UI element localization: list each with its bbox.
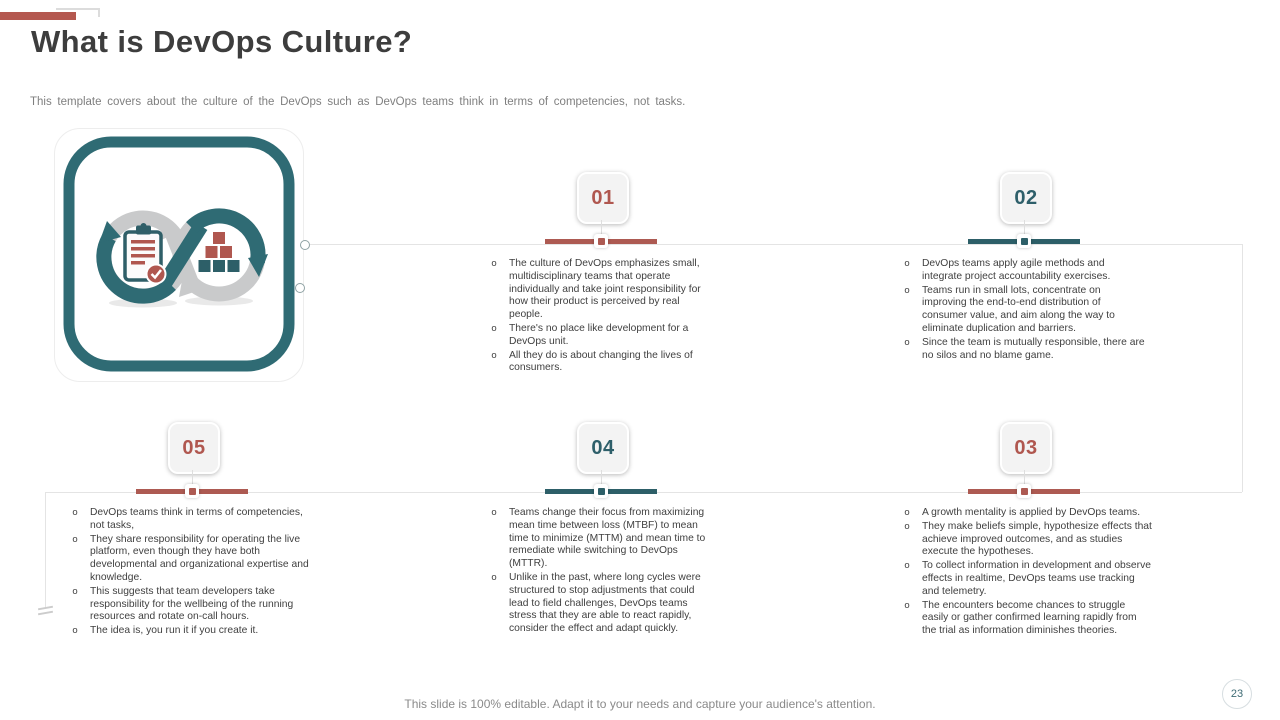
section-05-marker: [185, 484, 199, 498]
bullet-text: This suggests that team developers take responsibility for the wellbeing of the running resources and rotate on-call hours.: [90, 585, 294, 623]
bullet-text: All they do is about changing the lives of consumers.: [509, 349, 693, 374]
bullet-marker: o: [72, 507, 78, 518]
section-02-bullets: [902, 258, 1147, 363]
bullet-marker: o: [904, 507, 910, 518]
bullet-text: There's no place like development for a DevOps unit.: [509, 322, 689, 347]
section-02-number-box[interactable]: [1000, 172, 1052, 224]
bullet-marker: o: [904, 258, 910, 269]
decor-red-bar: [0, 12, 76, 20]
bullet-marker: o: [491, 349, 497, 361]
page-number-badge: [1222, 679, 1252, 709]
page-title: What is DevOps Culture?: [31, 24, 413, 59]
section-01-bullets: [489, 258, 711, 376]
bullet-text: A growth mentality is applied by DevOps teams.: [922, 507, 1141, 518]
bullet-text: Since the team is mutually responsible, there are no silos and no blame game.: [922, 336, 1145, 361]
section-number: 04: [591, 436, 615, 459]
section-number: 02: [1014, 186, 1038, 209]
bullet-marker: o: [904, 560, 910, 572]
section-05-number-box[interactable]: [168, 422, 220, 474]
bullet-marker: o: [72, 533, 78, 545]
bullet-text: DevOps teams think in terms of competencies, not tasks,: [90, 507, 303, 531]
connector-dot-bottom: [295, 283, 305, 293]
bullet-text: The idea is, you run it if you create it.: [90, 625, 259, 637]
section-04-bullets: [489, 507, 711, 637]
bullet-marker: o: [72, 585, 78, 597]
timeline-break-mark: [38, 606, 53, 611]
page-number: 23: [1230, 688, 1244, 700]
timeline-break-mark: [38, 611, 53, 616]
bullet-marker: o: [491, 322, 497, 334]
bullet-text: To collect information in development and observe effects in realtime, DevOps teams use tracking and telemetry.: [922, 560, 1151, 597]
bullet-text: They share responsibility for operating the live platform, even though they have both developmental and organizational expertise and knowledge.: [90, 533, 309, 583]
bullet-text: Teams change their focus from maximizing mean time between loss (MTBF) to mean time to minimize (MTTM) and mean time to remediate while switching to DevOps (MTTR).: [509, 507, 706, 570]
section-number: 05: [182, 436, 206, 459]
section-number: 01: [591, 186, 615, 209]
timeline-line-left: [45, 492, 46, 608]
bullet-marker: o: [904, 336, 910, 348]
timeline-line-top: [310, 244, 1242, 245]
section-number: 03: [1014, 436, 1038, 459]
bullet-text: Teams run in small lots, concentrate on improving the end-to-end distribution of consumer value, and aim along the way to eliminate duplication and barriers.: [922, 284, 1115, 334]
bullet-text: DevOps teams apply agile methods and integrate project accountability exercises.: [922, 258, 1111, 282]
section-05-bullets: [70, 507, 315, 639]
bullet-marker: o: [72, 625, 78, 637]
section-02-marker: [1017, 234, 1031, 248]
section-04-marker: [594, 484, 608, 498]
section-03-number-box[interactable]: [1000, 422, 1052, 474]
page-subtitle: This template covers about the culture of the DevOps such as DevOps teams think in terms of competencies, not tasks.: [30, 96, 686, 108]
section-03-bullets: [902, 507, 1152, 639]
bullet-marker: o: [491, 571, 497, 583]
footer-note: This slide is 100% editable. Adapt it to your needs and capture your audience's attention.: [404, 697, 876, 711]
bullet-marker: o: [904, 599, 910, 611]
bullet-marker: o: [491, 258, 497, 269]
clipboard-check-icon: [125, 223, 166, 284]
bullet-text: Unlike in the past, where long cycles were structured to stop adjustments that could lead to field challenges, DevOps teams stress that they are able to react rapidly, consider the effect and adapt quickly.: [509, 571, 701, 635]
devops-infinity-svg: [55, 129, 303, 381]
bullet-marker: o: [904, 284, 910, 296]
bullet-text: The encounters become chances to struggle easily or gather confirmed learning rapidly from the trial as information diminishes theories.: [922, 599, 1137, 637]
bullet-marker: o: [491, 507, 497, 518]
connector-dot-top: [300, 240, 310, 250]
timeline-line-right: [1242, 244, 1243, 492]
section-01-number-box[interactable]: [577, 172, 629, 224]
bullet-marker: o: [904, 520, 910, 532]
devops-infinity-icon: [54, 128, 304, 382]
section-01-marker: [594, 234, 608, 248]
bullet-text: The culture of DevOps emphasizes small, multidisciplinary teams that operate individually and take joint responsibility for how their product is perceived by real people.: [509, 258, 701, 321]
section-03-marker: [1017, 484, 1031, 498]
bullet-text: They make beliefs simple, hypothesize effects that achieve improved outcomes, and as studies execute the hypotheses.: [922, 520, 1152, 558]
section-04-number-box[interactable]: [577, 422, 629, 474]
